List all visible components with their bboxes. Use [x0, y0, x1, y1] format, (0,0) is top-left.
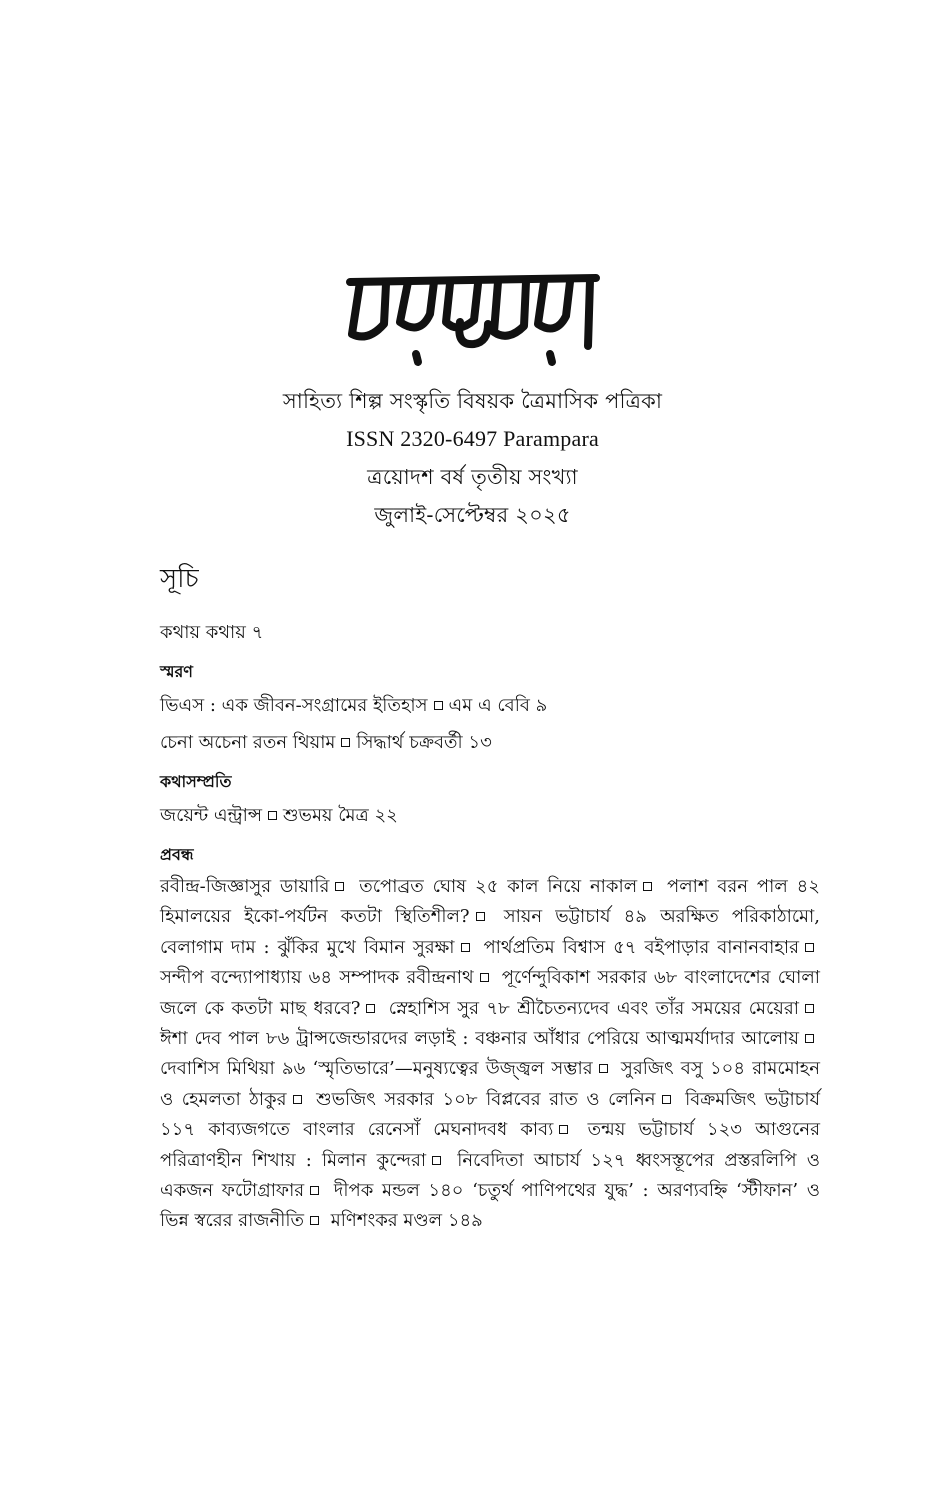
separator-box-icon — [805, 1034, 814, 1043]
masthead-info — [0, 382, 945, 534]
separator-box-icon — [476, 912, 485, 921]
separator-box-icon — [434, 701, 443, 710]
essay-entry: দীপক মন্ডল ১৪০ ‘চতুর্থ পাণিপথের যুদ্ধ’ : অরণ্যবহ্নি ‘স্টীফান’ ও ভিন্ন স্বরের রাজনীতি — [160, 1180, 821, 1232]
entry-author-page: এম এ বেবি ৯ — [448, 695, 548, 716]
table-of-contents — [160, 560, 820, 1237]
section-heading-kathasamprati: কথাসম্প্রতি — [160, 772, 232, 791]
toc-entry — [160, 724, 820, 761]
separator-box-icon — [310, 1216, 319, 1225]
issue-period: জুলাই-সেপ্টেম্বর ২০২৫ — [374, 503, 571, 527]
toc-title: সূচি — [160, 564, 199, 594]
essay-entry: মণিশংকর মণ্ডল ১৪৯ — [330, 1210, 483, 1232]
separator-box-icon — [341, 738, 350, 747]
essays-list — [160, 872, 820, 1237]
toc-entry — [160, 687, 820, 724]
essay-entry: শুভজিৎ সরকার ১০৮ বিপ্লবের রাত ও লেনিন — [316, 1088, 656, 1110]
entry-title: জয়েন্ট এন্ট্রান্স — [160, 805, 263, 826]
separator-box-icon — [599, 1064, 608, 1073]
section-heading-prabandha: প্রবন্ধ — [160, 845, 194, 864]
separator-box-icon — [643, 882, 652, 891]
separator-box-icon — [335, 882, 344, 891]
essay-entry: পলাশ বরন পাল ৪২ হিমালয়ের ইকো-পর্যটন কতটা স্থিতিশীল? — [160, 876, 820, 928]
issn-line: ISSN 2320-6497 Parampara — [346, 426, 599, 451]
parampara-logo — [0, 262, 945, 372]
essay-entry: বিক্রমজিৎ ভট্টাচার্য ১১৭ কাব্যজগতে বাংলার রেনেসাঁ মেঘনাদবধ কাব্য — [160, 1088, 820, 1141]
essay-entry: পূর্ণেন্দুবিকাশ সরকার ৬৮ বাংলাদেশের ঘোলা জলে কে কতটা মাছ ধরবে? — [160, 967, 820, 1019]
entry-author-page: শুভময় মৈত্র ২২ — [283, 805, 398, 826]
separator-box-icon — [662, 1095, 671, 1104]
entry-title: চেনা অচেনা রতন থিয়াম — [160, 732, 336, 753]
volume-issue: ত্রয়োদশ বর্ষ তৃতীয় সংখ্যা — [367, 465, 578, 489]
essay-entry: তপোব্রত ঘোষ ২৫ কাল নিয়ে নাকাল — [359, 876, 638, 897]
essay-entry: নিবেদিতা আচার্য ১২৭ ধ্বংসস্তূপের প্রস্তরলিপি ও একজন ফটোগ্রাফার — [160, 1149, 820, 1202]
separator-box-icon — [310, 1186, 319, 1195]
separator-box-icon — [293, 1095, 302, 1104]
toc-intro-entry: কথায় কথায় ৭ — [160, 622, 264, 643]
separator-box-icon — [805, 943, 814, 952]
essay-entry: সায়ন ভট্টাচার্য ৪৯ অরক্ষিত পরিকাঠামো, বেলাগাম দাম : ঝুঁকির মুখে বিমান সুরক্ষা — [160, 906, 820, 958]
separator-box-icon — [480, 973, 489, 982]
separator-box-icon — [805, 1004, 814, 1013]
essay-entry: সন্দীপ বন্দ্যোপাধ্যায় ৬৪ সম্পাদক রবীন্দ্রনাথ — [160, 967, 474, 989]
essay-entry: রবীন্দ্র-জিজ্ঞাসুর ডায়ারি — [160, 876, 330, 897]
essay-entry: পার্থপ্রতিম বিশ্বাস ৫৭ বইপাড়ার বানানবাহার — [483, 936, 799, 958]
essay-entry: ঈশা দেব পাল ৮৬ ট্রান্সজেন্ডারদের লড়াই : বঞ্চনার আঁধার পেরিয়ে আত্মমর্যাদার আলোয় — [160, 1028, 799, 1050]
separator-box-icon — [559, 1125, 568, 1134]
separator-box-icon — [366, 1004, 375, 1013]
essay-entry: দেবাশিস মিথিয়া ৯৬ ‘স্মৃতিভারে’—মনুষ্যত্বের উজ্জ্বল সম্ভার — [160, 1058, 593, 1080]
essay-entry: তন্ময় ভট্টাচার্য ১২৩ আগুনের পরিত্রাণহীন শিখায় : মিলান কুন্দেরা — [160, 1119, 820, 1171]
entry-author-page: সিদ্ধার্থ চক্রবর্তী ১৩ — [356, 732, 492, 753]
separator-box-icon — [268, 811, 277, 820]
essay-entry: সুরজিৎ বসু ১০৪ রামমোহন ও হেমলতা ঠাকুর — [160, 1058, 820, 1110]
entry-title: ভিএস : এক জীবন-সংগ্রামের ইতিহাস — [160, 695, 428, 716]
magazine-subtitle: সাহিত্য শিল্প সংস্কৃতি বিষয়ক ত্রৈমাসিক পত্রিকা — [282, 389, 663, 413]
separator-box-icon — [432, 1156, 441, 1165]
parampara-logo-drawing — [338, 262, 608, 372]
separator-box-icon — [461, 943, 470, 952]
toc-entry — [160, 797, 820, 834]
section-heading-smaran: স্মরণ — [160, 662, 193, 681]
essay-entry: স্নেহাশিস সুর ৭৮ শ্রীচৈতন্যদেব এবং তাঁর সময়ের মেয়েরা — [388, 997, 799, 1019]
